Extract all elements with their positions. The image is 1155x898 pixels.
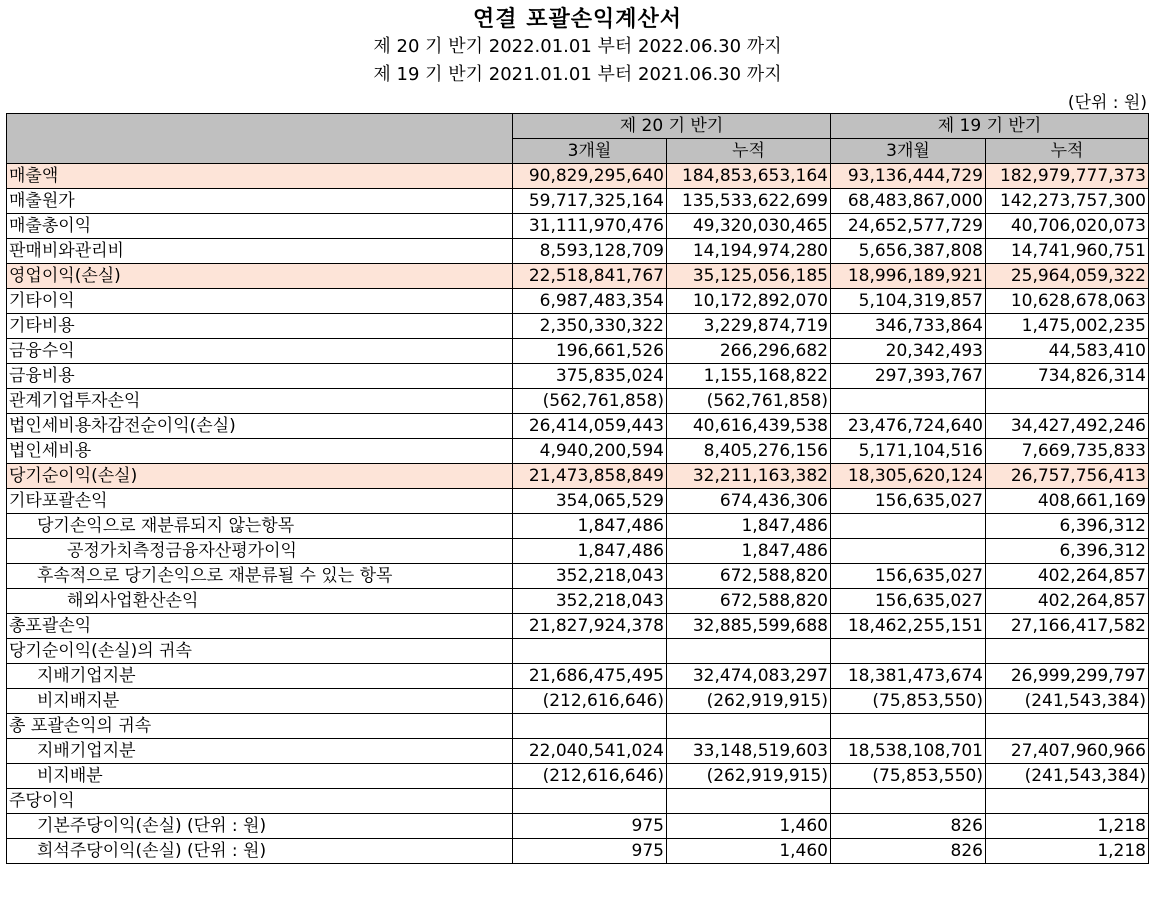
value-cell: 6,987,483,354 xyxy=(513,289,667,314)
value-cell: 18,305,620,124 xyxy=(831,464,986,489)
period-current: 제 20 기 반기 2022.01.01 부터 2022.06.30 까지 xyxy=(373,36,782,57)
row-label: 희석주당이익(손실) (단위 : 원) xyxy=(7,839,513,864)
value-cell: 346,733,864 xyxy=(831,314,986,339)
value-cell xyxy=(831,789,986,814)
value-cell xyxy=(513,789,667,814)
row-label: 비지배분 xyxy=(7,764,513,789)
value-cell: 20,342,493 xyxy=(831,339,986,364)
header-period-19: 제 19 기 반기 xyxy=(831,114,1149,139)
value-cell xyxy=(831,714,986,739)
table-row xyxy=(7,714,1149,739)
table-row xyxy=(7,214,1149,239)
table-row xyxy=(7,364,1149,389)
row-label: 매출총이익 xyxy=(7,214,513,239)
value-cell: 156,635,027 xyxy=(831,489,986,514)
value-cell: (562,761,858) xyxy=(667,389,831,414)
value-cell: 182,979,777,373 xyxy=(986,164,1149,189)
value-cell xyxy=(831,514,986,539)
value-cell: 1,475,002,235 xyxy=(986,314,1149,339)
row-label: 주당이익 xyxy=(7,789,513,814)
value-cell: 1,155,168,822 xyxy=(667,364,831,389)
table-row xyxy=(7,739,1149,764)
value-cell: 14,194,974,280 xyxy=(667,239,831,264)
row-label: 법인세비용차감전순이익(손실) xyxy=(7,414,513,439)
value-cell: 408,661,169 xyxy=(986,489,1149,514)
value-cell: 266,296,682 xyxy=(667,339,831,364)
value-cell: 1,847,486 xyxy=(513,514,667,539)
value-cell: 18,996,189,921 xyxy=(831,264,986,289)
value-cell: 352,218,043 xyxy=(513,564,667,589)
row-label: 영업이익(손실) xyxy=(7,264,513,289)
value-cell: 22,518,841,767 xyxy=(513,264,667,289)
value-cell: 25,964,059,322 xyxy=(986,264,1149,289)
table-row xyxy=(7,289,1149,314)
value-cell: (562,761,858) xyxy=(513,389,667,414)
header-3month: 3개월 xyxy=(831,139,986,164)
value-cell: 10,172,892,070 xyxy=(667,289,831,314)
value-cell: (212,616,646) xyxy=(513,764,667,789)
value-cell: 18,462,255,151 xyxy=(831,614,986,639)
value-cell: 32,211,163,382 xyxy=(667,464,831,489)
value-cell: 3,229,874,719 xyxy=(667,314,831,339)
value-cell: (262,919,915) xyxy=(667,764,831,789)
value-cell xyxy=(831,539,986,564)
value-cell: 975 xyxy=(513,839,667,864)
value-cell xyxy=(986,714,1149,739)
row-label: 법인세비용 xyxy=(7,439,513,464)
value-cell: 672,588,820 xyxy=(667,589,831,614)
value-cell: 33,148,519,603 xyxy=(667,739,831,764)
value-cell: 1,460 xyxy=(667,839,831,864)
value-cell: (241,543,384) xyxy=(986,764,1149,789)
row-label: 관계기업투자손익 xyxy=(7,389,513,414)
row-label: 총포괄손익 xyxy=(7,614,513,639)
value-cell xyxy=(667,639,831,664)
table-row xyxy=(7,239,1149,264)
value-cell xyxy=(513,639,667,664)
header-period-20: 제 20 기 반기 xyxy=(513,114,831,139)
header-blank xyxy=(7,114,513,164)
row-label: 지배기업지분 xyxy=(7,664,513,689)
value-cell xyxy=(667,789,831,814)
value-cell: 35,125,056,185 xyxy=(667,264,831,289)
value-cell: (241,543,384) xyxy=(986,689,1149,714)
table-row xyxy=(7,189,1149,214)
value-cell: 59,717,325,164 xyxy=(513,189,667,214)
value-cell: 6,396,312 xyxy=(986,539,1149,564)
value-cell: 1,847,486 xyxy=(513,539,667,564)
value-cell: 184,853,653,164 xyxy=(667,164,831,189)
unit-label: (단위 : 원) xyxy=(1067,93,1147,113)
value-cell xyxy=(513,714,667,739)
table-row xyxy=(7,389,1149,414)
value-cell: 26,757,756,413 xyxy=(986,464,1149,489)
value-cell: 32,885,599,688 xyxy=(667,614,831,639)
value-cell: 23,476,724,640 xyxy=(831,414,986,439)
value-cell: 8,593,128,709 xyxy=(513,239,667,264)
row-label: 당기손익으로 재분류되지 않는항목 xyxy=(7,514,513,539)
value-cell: 5,104,319,857 xyxy=(831,289,986,314)
table-row xyxy=(7,489,1149,514)
table-row xyxy=(7,664,1149,689)
period-prior: 제 19 기 반기 2021.01.01 부터 2021.06.30 까지 xyxy=(373,64,782,85)
value-cell xyxy=(986,789,1149,814)
row-label: 기타포괄손익 xyxy=(7,489,513,514)
value-cell: 93,136,444,729 xyxy=(831,164,986,189)
value-cell: 2,350,330,322 xyxy=(513,314,667,339)
header-cumulative: 누적 xyxy=(986,139,1149,164)
row-label: 공정가치측정금융자산평가이익 xyxy=(7,539,513,564)
value-cell: 1,218 xyxy=(986,814,1149,839)
value-cell: 49,320,030,465 xyxy=(667,214,831,239)
value-cell: 26,999,299,797 xyxy=(986,664,1149,689)
row-label: 판매비와관리비 xyxy=(7,239,513,264)
row-label: 지배기업지분 xyxy=(7,739,513,764)
value-cell: 22,040,541,024 xyxy=(513,739,667,764)
value-cell xyxy=(831,389,986,414)
table-row xyxy=(7,564,1149,589)
value-cell: 5,656,387,808 xyxy=(831,239,986,264)
table-row xyxy=(7,464,1149,489)
income-statement-table xyxy=(6,113,1149,864)
value-cell: 375,835,024 xyxy=(513,364,667,389)
table-row xyxy=(7,314,1149,339)
value-cell: 826 xyxy=(831,839,986,864)
table-row xyxy=(7,614,1149,639)
value-cell: 27,407,960,966 xyxy=(986,739,1149,764)
value-cell xyxy=(667,714,831,739)
value-cell: 31,111,970,476 xyxy=(513,214,667,239)
table-row xyxy=(7,639,1149,664)
table-row xyxy=(7,764,1149,789)
table-row xyxy=(7,339,1149,364)
row-label: 매출액 xyxy=(7,164,513,189)
value-cell: 156,635,027 xyxy=(831,589,986,614)
value-cell: 40,706,020,073 xyxy=(986,214,1149,239)
value-cell: 21,686,475,495 xyxy=(513,664,667,689)
value-cell: 674,436,306 xyxy=(667,489,831,514)
table-row xyxy=(7,839,1149,864)
value-cell: (75,853,550) xyxy=(831,689,986,714)
value-cell: 297,393,767 xyxy=(831,364,986,389)
value-cell: 40,616,439,538 xyxy=(667,414,831,439)
value-cell: (262,919,915) xyxy=(667,689,831,714)
value-cell: 196,661,526 xyxy=(513,339,667,364)
value-cell: 26,414,059,443 xyxy=(513,414,667,439)
value-cell: 1,847,486 xyxy=(667,514,831,539)
value-cell: 21,473,858,849 xyxy=(513,464,667,489)
value-cell: 90,829,295,640 xyxy=(513,164,667,189)
row-label: 후속적으로 당기손익으로 재분류될 수 있는 항목 xyxy=(7,564,513,589)
value-cell: 10,628,678,063 xyxy=(986,289,1149,314)
row-label: 금융비용 xyxy=(7,364,513,389)
table-row xyxy=(7,514,1149,539)
table-row xyxy=(7,789,1149,814)
row-label: 당기순이익(손실) xyxy=(7,464,513,489)
value-cell: 672,588,820 xyxy=(667,564,831,589)
value-cell: 8,405,276,156 xyxy=(667,439,831,464)
value-cell: 68,483,867,000 xyxy=(831,189,986,214)
value-cell: 44,583,410 xyxy=(986,339,1149,364)
value-cell: 135,533,622,699 xyxy=(667,189,831,214)
value-cell: 1,847,486 xyxy=(667,539,831,564)
value-cell: 18,538,108,701 xyxy=(831,739,986,764)
row-label: 매출원가 xyxy=(7,189,513,214)
value-cell: 6,396,312 xyxy=(986,514,1149,539)
row-label: 기타이익 xyxy=(7,289,513,314)
header-cumulative: 누적 xyxy=(667,139,831,164)
value-cell: 1,218 xyxy=(986,839,1149,864)
table-row xyxy=(7,264,1149,289)
value-cell: 402,264,857 xyxy=(986,589,1149,614)
table-row xyxy=(7,439,1149,464)
document-title: 연결 포괄손익계산서 xyxy=(473,7,682,32)
table-row xyxy=(7,814,1149,839)
table-row xyxy=(7,414,1149,439)
value-cell: 21,827,924,378 xyxy=(513,614,667,639)
value-cell: 402,264,857 xyxy=(986,564,1149,589)
table-row xyxy=(7,164,1149,189)
row-label: 금융수익 xyxy=(7,339,513,364)
value-cell: 4,940,200,594 xyxy=(513,439,667,464)
value-cell: 734,826,314 xyxy=(986,364,1149,389)
row-label: 비지배지분 xyxy=(7,689,513,714)
value-cell: 34,427,492,246 xyxy=(986,414,1149,439)
value-cell: 14,741,960,751 xyxy=(986,239,1149,264)
value-cell: 354,065,529 xyxy=(513,489,667,514)
row-label: 기본주당이익(손실) (단위 : 원) xyxy=(7,814,513,839)
value-cell xyxy=(986,639,1149,664)
value-cell: 7,669,735,833 xyxy=(986,439,1149,464)
value-cell: 27,166,417,582 xyxy=(986,614,1149,639)
table-row xyxy=(7,539,1149,564)
value-cell: 32,474,083,297 xyxy=(667,664,831,689)
value-cell: 5,171,104,516 xyxy=(831,439,986,464)
row-label: 총 포괄손익의 귀속 xyxy=(7,714,513,739)
value-cell: 142,273,757,300 xyxy=(986,189,1149,214)
table-row xyxy=(7,589,1149,614)
header-3month: 3개월 xyxy=(513,139,667,164)
value-cell: 18,381,473,674 xyxy=(831,664,986,689)
value-cell: (75,853,550) xyxy=(831,764,986,789)
row-label: 당기순이익(손실)의 귀속 xyxy=(7,639,513,664)
value-cell: 352,218,043 xyxy=(513,589,667,614)
value-cell: 826 xyxy=(831,814,986,839)
value-cell: 1,460 xyxy=(667,814,831,839)
value-cell: 24,652,577,729 xyxy=(831,214,986,239)
value-cell xyxy=(831,639,986,664)
value-cell: (212,616,646) xyxy=(513,689,667,714)
row-label: 기타비용 xyxy=(7,314,513,339)
table-row xyxy=(7,689,1149,714)
value-cell: 156,635,027 xyxy=(831,564,986,589)
value-cell: 975 xyxy=(513,814,667,839)
value-cell xyxy=(986,389,1149,414)
row-label: 해외사업환산손익 xyxy=(7,589,513,614)
